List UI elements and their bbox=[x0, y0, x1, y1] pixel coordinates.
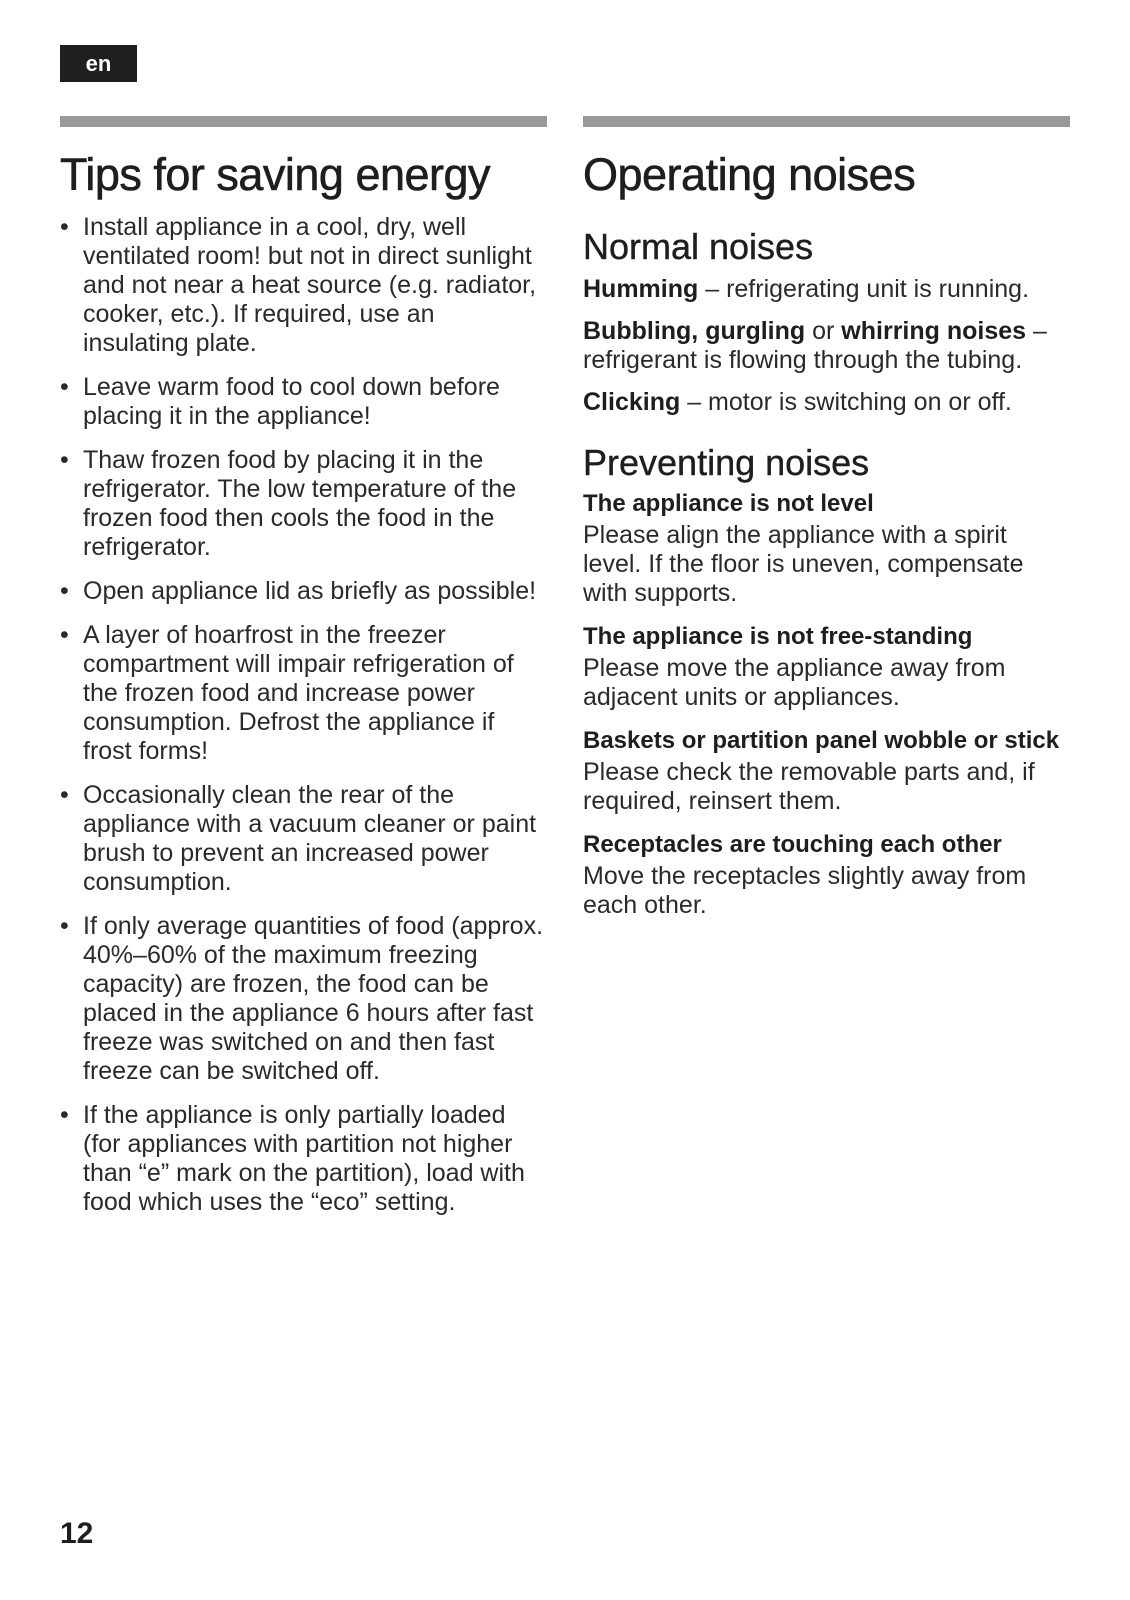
bubbling-or: or bbox=[805, 317, 842, 345]
energy-tips-section bbox=[60, 116, 547, 1232]
bullet: • bbox=[60, 213, 69, 241]
bullet: • bbox=[60, 781, 69, 809]
energy-tips-list bbox=[60, 213, 547, 1217]
bubbling-entry bbox=[583, 317, 1070, 375]
tip-text: If the appliance is only partially loaded (for appliances with partition not higher than “e” mark on the partition), load with food which uses the “eco” setting. bbox=[83, 1101, 525, 1216]
list-item bbox=[60, 1101, 547, 1217]
issue-text: Please move the appliance away from adjacent units or appliances. bbox=[583, 654, 1006, 711]
bullet: • bbox=[60, 1101, 69, 1129]
humming-text: – refrigerating unit is running. bbox=[698, 275, 1030, 303]
section-rule bbox=[583, 116, 1070, 127]
tip-text: Thaw frozen food by placing it in the refrigerator. The low temperature of the frozen food then cools the food in the refrigerator. bbox=[83, 446, 517, 561]
tip-text: Open appliance lid as briefly as possible! bbox=[83, 577, 537, 605]
bullet: • bbox=[60, 373, 69, 401]
normal-noises-heading: Normal noises bbox=[583, 226, 814, 267]
list-item bbox=[60, 446, 547, 562]
issue-title: Baskets or partition panel wobble or stick bbox=[583, 727, 1060, 754]
operating-noises-section bbox=[583, 116, 1070, 936]
issue-title: The appliance is not level bbox=[583, 490, 874, 517]
list-item bbox=[60, 577, 547, 606]
humming-term: Humming bbox=[583, 275, 699, 303]
issue-receptacles-touching bbox=[583, 832, 1070, 920]
bubbling-term: Bubbling, gurgling bbox=[583, 317, 806, 345]
section-rule bbox=[60, 116, 547, 127]
issue-title: The appliance is not free-standing bbox=[583, 623, 973, 650]
list-item bbox=[60, 213, 547, 358]
tip-text: A layer of hoarfrost in the freezer compartment will impair refrigeration of the frozen food and increase power consumption. Defrost the appliance if frost forms! bbox=[83, 621, 514, 765]
list-item bbox=[60, 621, 547, 766]
tip-text: Install appliance in a cool, dry, well ventilated room! but not in direct sunlight and not near a heat source (e.g. radiator, cooker, etc.). If required, use an insulating plate. bbox=[83, 213, 537, 357]
issue-baskets-wobble bbox=[583, 728, 1070, 816]
tip-text: Occasionally clean the rear of the appliance with a vacuum cleaner or paint brush to prevent an increased power consumption. bbox=[83, 781, 537, 896]
whirring-term: whirring noises bbox=[841, 317, 1027, 345]
list-item bbox=[60, 912, 547, 1086]
issue-title: Receptacles are touching each other bbox=[583, 831, 1002, 858]
list-item bbox=[60, 781, 547, 897]
issue-text: Please check the removable parts and, if required, reinsert them. bbox=[583, 758, 1035, 815]
issue-not-level bbox=[583, 491, 1070, 608]
clicking-entry bbox=[583, 388, 1070, 417]
bullet: • bbox=[60, 912, 69, 940]
language-badge: en bbox=[60, 45, 137, 82]
humming-entry bbox=[583, 275, 1070, 304]
bullet: • bbox=[60, 577, 69, 605]
tip-text: If only average quantities of food (approx. 40%–60% of the maximum freezing capacity) are frozen, the food can be placed in the appliance 6 hours after fast freeze was switched on and then fast freeze can be switched off. bbox=[83, 912, 544, 1085]
tip-text: Leave warm food to cool down before placing it in the appliance! bbox=[83, 373, 500, 430]
bullet: • bbox=[60, 446, 69, 474]
energy-tips-title: Tips for saving energy bbox=[60, 149, 491, 200]
page-number: 12 bbox=[60, 1517, 94, 1550]
bullet: • bbox=[60, 621, 69, 649]
list-item bbox=[60, 373, 547, 431]
preventing-noises-heading: Preventing noises bbox=[583, 442, 870, 483]
issue-text: Move the receptacles slightly away from each other. bbox=[583, 862, 1027, 919]
bubbling-text: – refrigerant is flowing through the tubing. bbox=[583, 317, 1047, 374]
operating-noises-title: Operating noises bbox=[583, 149, 916, 200]
issue-text: Please align the appliance with a spirit level. If the floor is uneven, compensate with supports. bbox=[583, 521, 1024, 607]
clicking-term: Clicking bbox=[583, 388, 681, 416]
clicking-text: – motor is switching on or off. bbox=[680, 388, 1012, 416]
issue-not-free-standing bbox=[583, 624, 1070, 712]
